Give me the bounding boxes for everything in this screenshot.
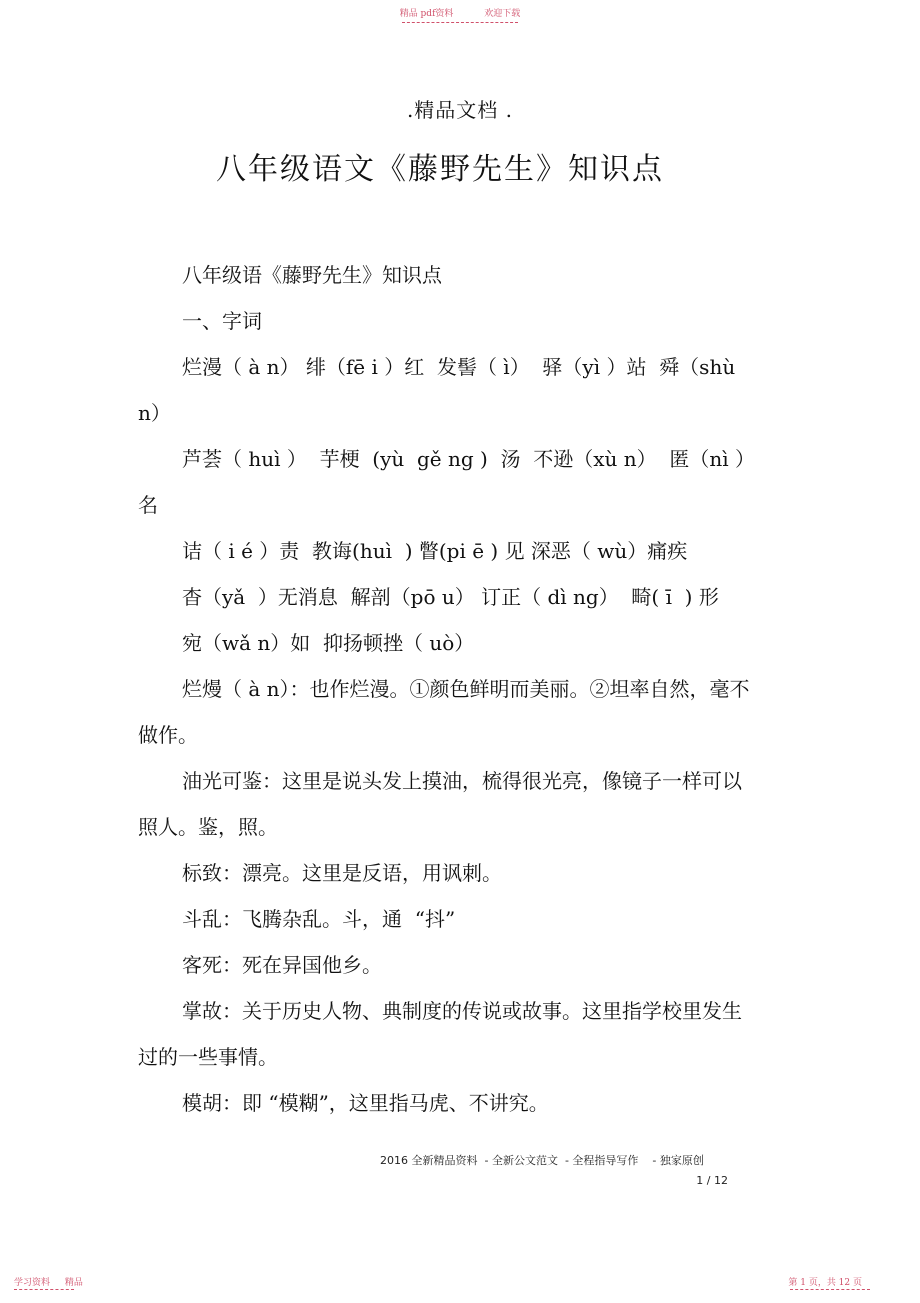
bottom-left-dashed-divider <box>14 1289 74 1290</box>
paragraph: 烂熳（ à n）：也作烂漫。①颜色鲜明而美丽。②坦率自然，毫不做作。 <box>138 677 750 747</box>
paragraph: 掌故：关于历史人物、典制度的传说或故事。这里指学校里发生过的一些事情。 <box>138 999 742 1069</box>
bottom-left-b: 精品 <box>64 1278 83 1288</box>
paragraph: 芦荟（ huì ） 芋梗 (yù gě ng ) 汤 不逊（xù n） 匿（nì ）名 <box>138 447 756 517</box>
bottom-left-label <box>14 1275 95 1288</box>
paragraph: 八年级语《藤野先生》知识点 <box>182 263 442 287</box>
paragraph: 诘（ i é ）责 教诲(huì ) 瞥(pi ē ) 见 深恶（ wù）痛疾 <box>182 539 688 563</box>
bottom-right-dashed-divider <box>790 1289 870 1290</box>
doc-footer: 2016 全新精品资料 - 全新公文范文 - 全程指导写作 - 独家原创 <box>380 1154 704 1167</box>
banner-left-text: 精品 pdf资料 <box>399 9 454 19</box>
page-number: 1 / 12 <box>696 1174 728 1187</box>
paragraph: 宛（wǎ n）如 抑扬顿挫（ uò） <box>182 631 475 655</box>
banner-right-text: 欢迎下载 <box>484 9 521 19</box>
paragraph: 模胡：即 “模糊”，这里指马虎、不讲究。 <box>182 1091 549 1115</box>
top-dashed-divider <box>402 22 518 23</box>
paragraph: 杳（yǎ ）无消息 解剖（pō u） 订正（ dì ng） 畸( ī ) 形 <box>182 585 719 609</box>
paragraph: 斗乱：飞腾杂乱。斗，通 “抖” <box>182 907 456 931</box>
paragraph: 客死：死在异国他乡。 <box>182 953 382 977</box>
paragraph: 一、字词 <box>182 309 262 333</box>
bottom-left-a: 学习资料 <box>14 1278 51 1288</box>
doc-tag: .精品文档 . <box>406 98 514 122</box>
paragraph: 烂漫（ à n） 绯（fē i ）红 发髻（ ì） 驿（yì ）站 舜（shù n） <box>138 355 742 425</box>
paragraph: 标致：漂亮。这里是反语，用讽刺。 <box>182 861 502 885</box>
body-text <box>138 252 758 1126</box>
bottom-page-count: 第 1 页，共 12 页 <box>788 1278 862 1288</box>
page-title: 八年级语文《藤野先生》知识点 <box>216 152 664 187</box>
top-banner <box>0 6 920 19</box>
paragraph: 油光可鉴：这里是说头发上摸油，梳得很光亮，像镜子一样可以照人。鉴，照。 <box>138 769 742 839</box>
